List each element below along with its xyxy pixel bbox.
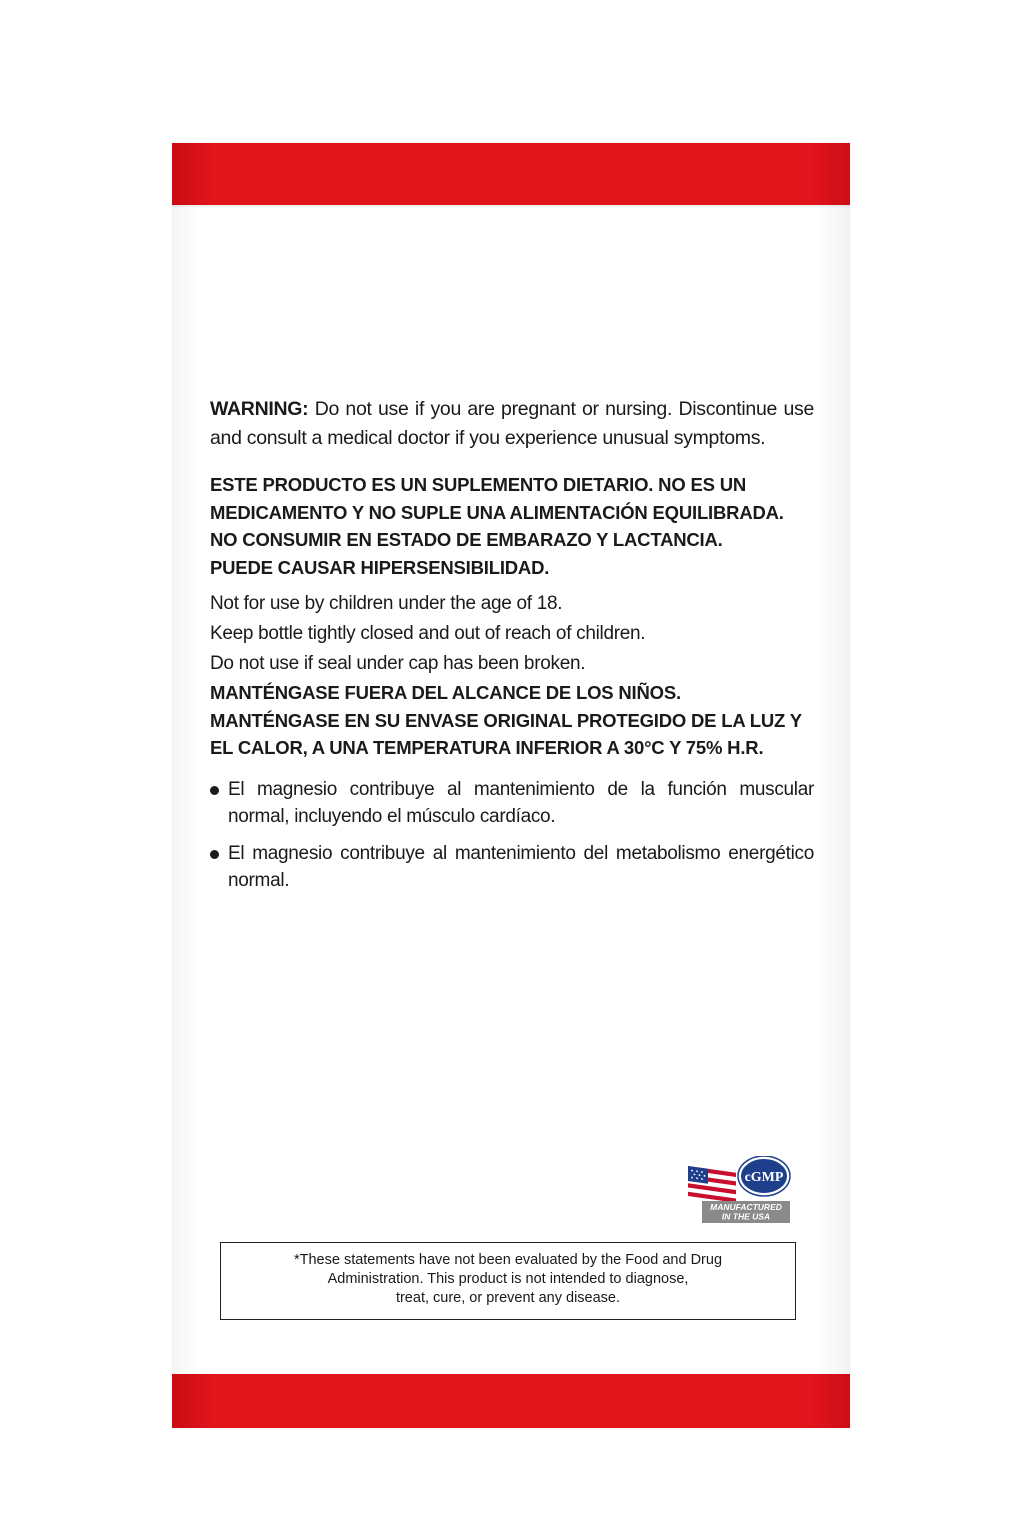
banner-line-1: MANUFACTURED	[710, 1202, 782, 1212]
spanish-storage-line-2: MANTÉNGASE EN SU ENVASE ORIGINAL PROTEGIDO DE LA LUZ Y	[210, 709, 802, 731]
warning-text: Do not use if you are pregnant or nursing. Discontinue use and consult a medical doctor if you experience unusual symptoms.	[210, 398, 814, 449]
english-note-2: Keep bottle tightly closed and out of reach of children.	[210, 623, 646, 644]
cgmp-made-in-usa-badge	[686, 1156, 796, 1228]
disclaimer-line-1: *These statements have not been evaluated by the Food and Drug	[293, 1252, 723, 1268]
spanish-storage-line-3: EL CALOR, A UNA TEMPERATURA INFERIOR A 30°C Y 75% H.R.	[210, 737, 764, 758]
seal-text: cGMP	[744, 1170, 784, 1185]
bullet-dot-icon	[210, 850, 219, 859]
product-box-side-panel	[172, 143, 850, 1428]
disclaimer-line-2: Administration. This product is not intended to diagnose,	[327, 1271, 689, 1287]
benefit-bullet	[210, 776, 814, 830]
english-note-1: Not for use by children under the age of 18.	[210, 593, 563, 614]
english-note-3: Do not use if seal under cap has been broken.	[210, 653, 586, 674]
label-text-area	[210, 395, 814, 904]
bullet-text: El magnesio contribuye al mantenimiento del metabolismo energético normal.	[228, 842, 814, 891]
spanish-line-2: MEDICAMENTO Y NO SUPLE UNA ALIMENTACIÓN EQUILIBRADA.	[210, 501, 784, 523]
top-red-band	[172, 143, 850, 205]
bottom-red-band	[172, 1374, 850, 1428]
spanish-line-1: ESTE PRODUCTO ES UN SUPLEMENTO DIETARIO. NO ES UN	[210, 474, 747, 495]
spacer	[210, 581, 814, 589]
benefit-bullet	[210, 840, 814, 894]
bullet-dot-icon	[210, 786, 219, 795]
disclaimer-line-3: treat, cure, or prevent any disease.	[395, 1290, 621, 1306]
warning-paragraph	[210, 395, 814, 453]
spanish-storage-line-1: MANTÉNGASE FUERA DEL ALCANCE DE LOS NIÑOS.	[210, 682, 681, 703]
spanish-line-3: NO CONSUMIR EN ESTADO DE EMBARAZO Y LACTANCIA.	[210, 529, 723, 550]
bullet-text: El magnesio contribuye al mantenimiento de la función muscular normal, incluyendo el músculo cardíaco.	[228, 778, 814, 827]
fda-disclaimer-box	[220, 1242, 796, 1320]
warning-label: WARNING:	[210, 398, 309, 420]
spacer	[210, 463, 814, 471]
spanish-line-4: PUEDE CAUSAR HIPERSENSIBILIDAD.	[210, 556, 550, 578]
spacer	[210, 762, 814, 776]
banner-line-2: IN THE USA	[721, 1211, 771, 1222]
us-flag-icon	[688, 1166, 736, 1203]
